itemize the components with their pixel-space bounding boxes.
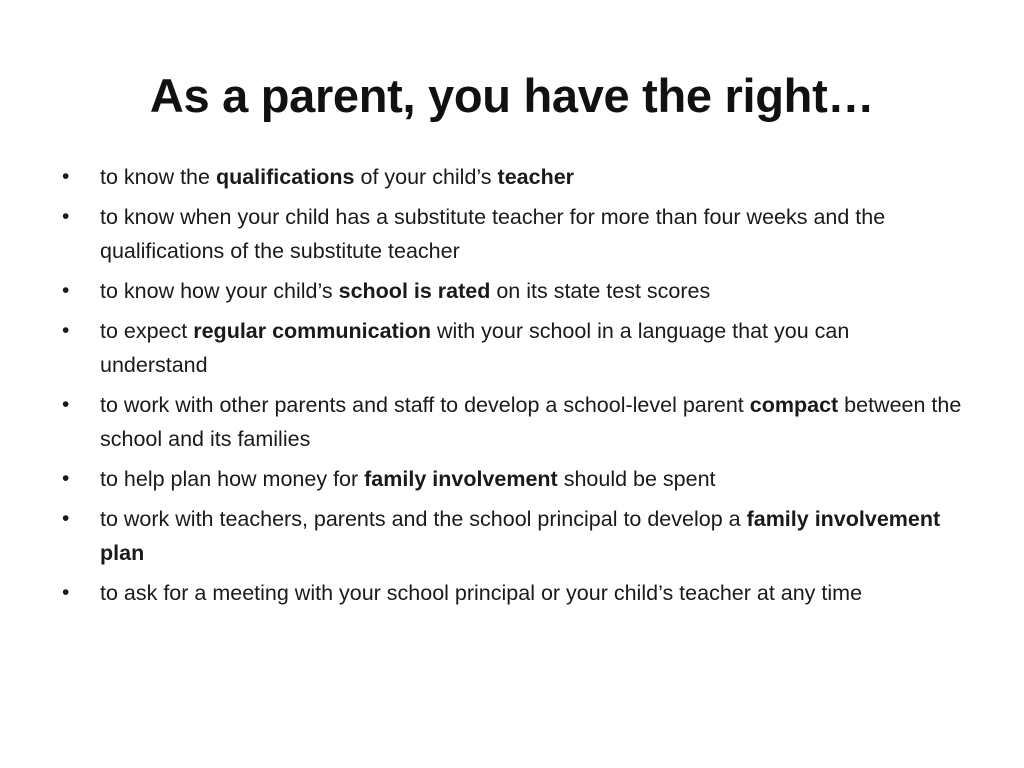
bullet-segment: to know how your child’s	[100, 279, 339, 303]
bullet-text	[100, 393, 961, 451]
bullet-segment: to work with teachers, parents and the school principal to develop a	[100, 507, 747, 531]
bullet-segment: to know the	[100, 165, 216, 189]
bullet-segment-bold: compact	[749, 393, 839, 417]
bullet-segment-bold: qualifications	[215, 165, 355, 189]
bullet-point-icon: •	[62, 165, 70, 188]
bullet-point-icon: •	[62, 205, 70, 228]
slide-title: As a parent, you have the right…	[149, 69, 875, 122]
bullet-segment-bold: family involvement plan	[100, 507, 941, 565]
bullet-segment: to work with other parents and staff to develop a school-level parent	[100, 393, 750, 417]
bullet-segment-bold: family involvement	[364, 467, 558, 491]
bullet-text	[100, 165, 574, 189]
bullet-item	[62, 502, 962, 570]
bullet-point-icon: •	[62, 581, 70, 604]
bullet-segment: between the school and its families	[100, 393, 962, 451]
bullet-item	[62, 388, 962, 456]
bullet-segment: to expect	[100, 319, 194, 343]
bullet-point-icon: •	[62, 393, 70, 416]
bullet-item	[62, 576, 962, 610]
bullet-segment: to ask for a meeting with your school principal or your child’s teacher at any time	[100, 581, 863, 605]
bullet-text	[100, 205, 885, 263]
bullet-item	[62, 200, 962, 268]
bullet-segment: to know when your child has a substitute teacher for more than four weeks and the qualifications of the substitute teacher	[100, 205, 886, 263]
bullet-segment: to help plan how money for	[100, 467, 365, 491]
bullet-list	[62, 160, 962, 616]
bullet-point-icon: •	[62, 467, 70, 490]
bullet-segment-bold: teacher	[497, 165, 575, 189]
bullet-segment-bold: school is rated	[338, 279, 491, 303]
bullet-text	[100, 467, 716, 491]
bullet-segment: with your school in a language that you can understand	[100, 319, 850, 377]
bullet-segment-bold: regular communication	[193, 319, 431, 343]
bullet-item	[62, 274, 962, 308]
bullet-point-icon: •	[62, 279, 70, 302]
bullet-text	[100, 279, 710, 303]
bullet-item	[62, 160, 962, 194]
bullet-text	[100, 319, 849, 377]
bullet-item	[62, 314, 962, 382]
bullet-point-icon: •	[62, 319, 70, 342]
bullet-item	[62, 462, 962, 496]
bullet-segment: of your child’s	[354, 165, 498, 189]
bullet-point-icon: •	[62, 507, 70, 530]
bullet-segment: on its state test scores	[490, 279, 711, 303]
bullet-segment: should be spent	[557, 467, 716, 491]
bullet-text	[100, 581, 862, 605]
bullet-text	[100, 507, 940, 565]
